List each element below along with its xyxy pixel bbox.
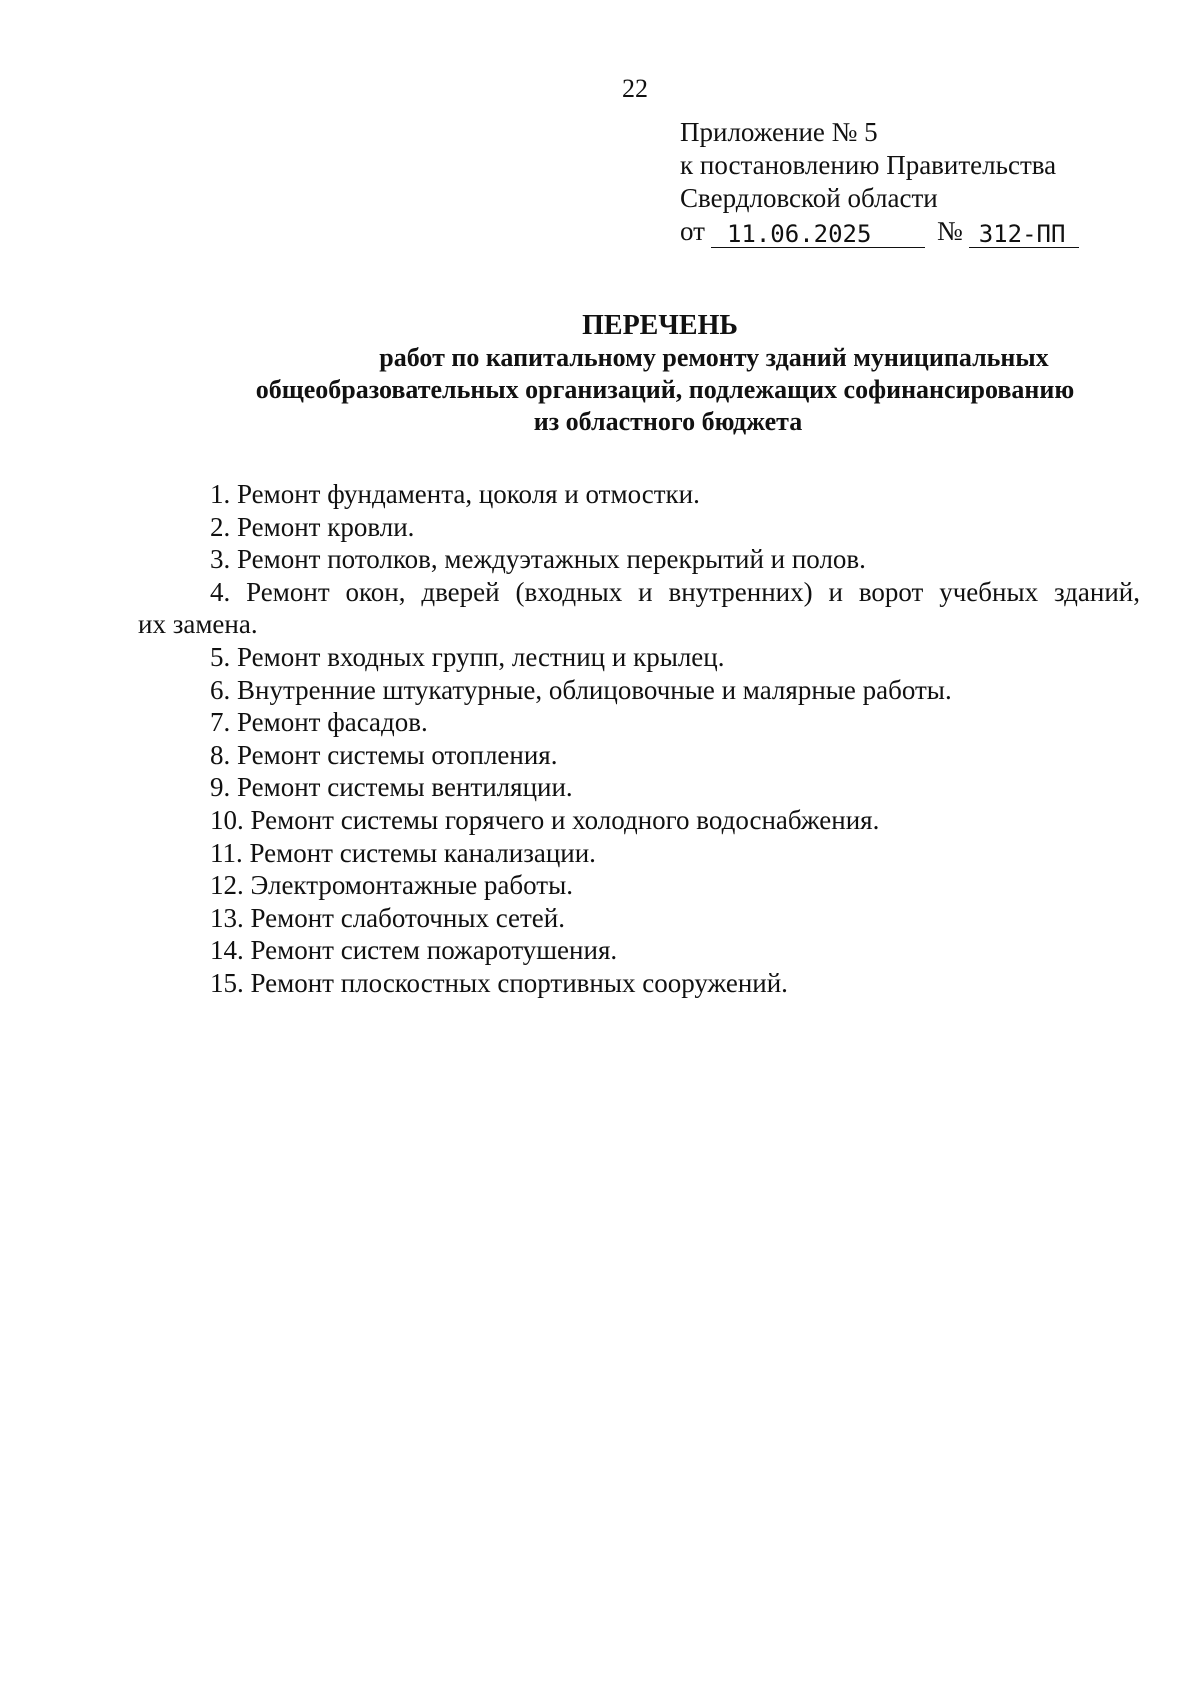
document-title: [150, 310, 1150, 438]
title-line-2: общеобразовательных организаций, подлежащих софинансированию: [255, 375, 1075, 404]
list-item: 5. Ремонт входных групп, лестниц и крылец.: [210, 641, 725, 672]
list-item: [138, 576, 1140, 641]
title-heading: ПЕРЕЧЕНЬ: [582, 310, 738, 341]
list-item: 10. Ремонт системы горячего и холодного водоснабжения.: [210, 804, 880, 835]
works-list: [138, 478, 1140, 1000]
date-value: 11.06.2025: [711, 221, 925, 248]
list-item: 1. Ремонт фундамента, цоколя и отмостки.: [210, 479, 700, 509]
number-prefix: №: [936, 216, 963, 246]
appendix-reference-line: [680, 215, 1079, 248]
list-item: 2. Ремонт кровли.: [210, 511, 415, 542]
appendix-block: [680, 116, 1079, 248]
list-item: 8. Ремонт системы отопления.: [210, 739, 558, 770]
list-item: 7. Ремонт фасадов.: [210, 707, 428, 738]
list-item: 11. Ремонт системы канализации.: [210, 837, 596, 868]
list-item-line: их замена.: [138, 609, 258, 640]
list-item: 3. Ремонт потолков, междуэтажных перекрытий и полов.: [210, 544, 866, 575]
list-item: 14. Ремонт систем пожаротушения.: [210, 935, 618, 966]
page-number: 22: [622, 74, 648, 103]
title-line-3: из областного бюджета: [533, 407, 803, 436]
list-item-line: 4. Ремонт окон, дверей (входных и внутренних) и ворот учебных зданий,: [210, 576, 1140, 607]
number-value: 312-ПП: [969, 221, 1079, 248]
appendix-line-1: Приложение № 5: [680, 117, 878, 147]
date-prefix: от: [680, 216, 705, 246]
list-item: 9. Ремонт системы вентиляции.: [210, 772, 573, 803]
appendix-line-2: к постановлению Правительства: [680, 150, 1057, 180]
list-item: 13. Ремонт слаботочных сетей.: [210, 902, 565, 933]
title-line-1: работ по капитальному ремонту зданий муниципальных: [379, 343, 1049, 372]
list-item: 15. Ремонт плоскостных спортивных сооружений.: [210, 967, 788, 998]
appendix-line-3: Свердловской области: [680, 183, 938, 213]
list-item: 6. Внутренние штукатурные, облицовочные и малярные работы.: [210, 674, 952, 705]
list-item: 12. Электромонтажные работы.: [210, 870, 573, 901]
